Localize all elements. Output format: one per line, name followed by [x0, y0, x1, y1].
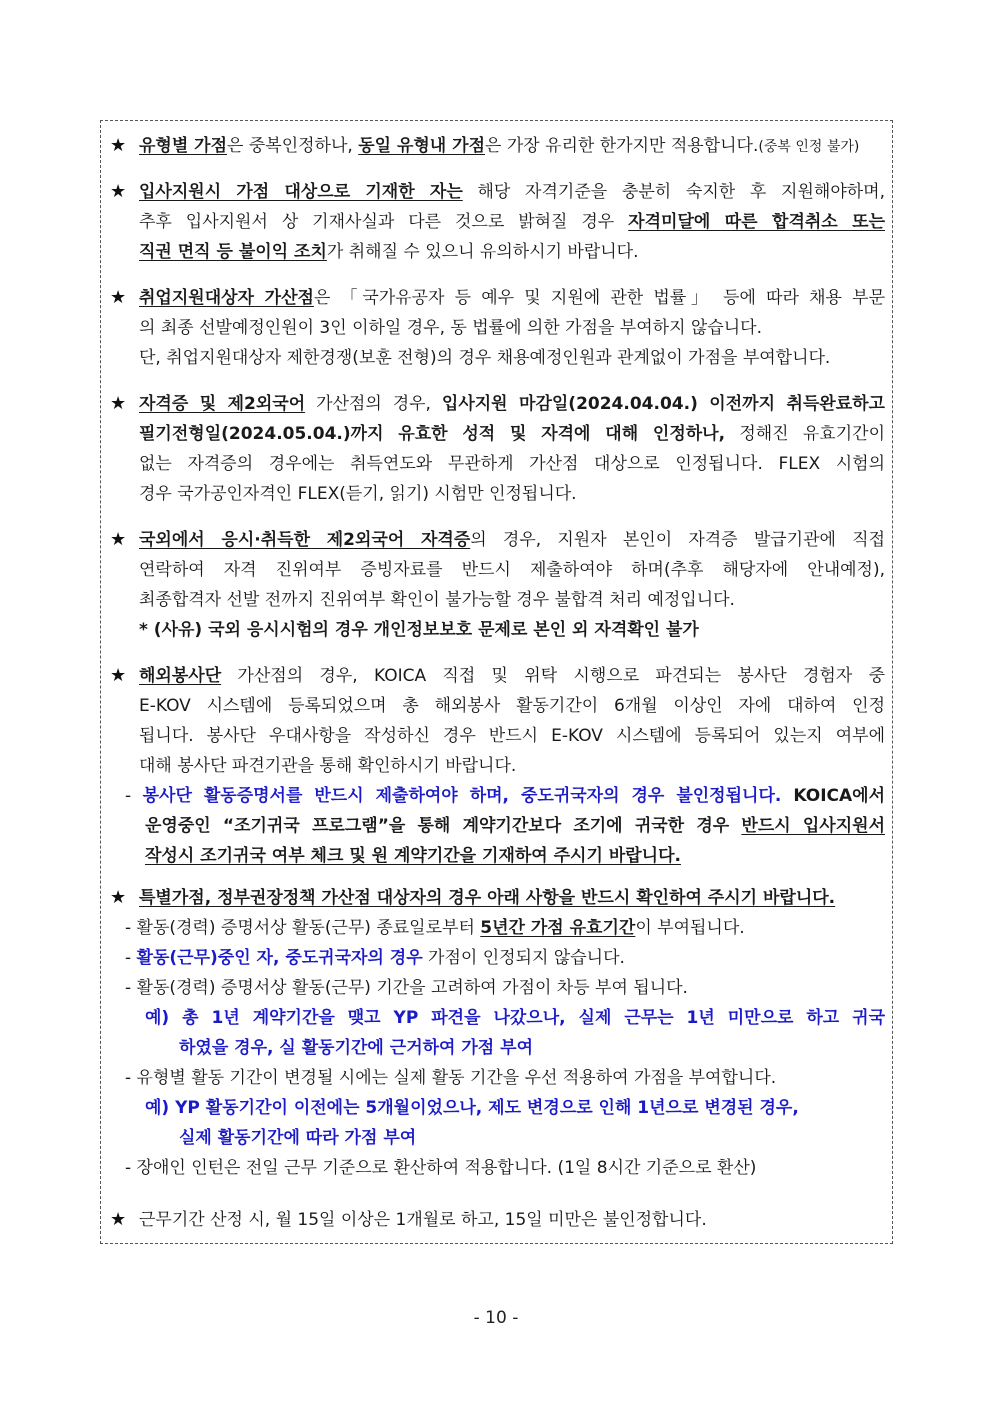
- item-6-line-1: 해외봉사단 가산점의 경우, KOICA 직접 및 위탁 시행으로 파견되는 봉사단 경험자 중: [139, 666, 885, 686]
- item-2-line-2: 추후 입사지원서 상 기재사실과 다른 것으로 밝혀질 경우 자격미달에 따른 합격취소 또는: [139, 212, 885, 232]
- page-number: - 10 -: [473, 1308, 519, 1328]
- notice-box: [100, 120, 893, 1244]
- item-7-sub-3: - 활동(경력) 증명서상 활동(근무) 기간을 고려하여 가점이 차등 부여 됩니다.: [125, 978, 688, 998]
- star-bullet-icon: ★: [110, 1209, 127, 1230]
- item-4-line-4: 경우 국가공인자격인 FLEX(듣기, 읽기) 시험만 인정됩니다.: [139, 484, 577, 504]
- item-7-example-1-line-1: 예) 총 1년 계약기간을 맺고 YP 파견을 나갔으나, 실제 근무는 1년 미만으로 하고 귀국: [145, 1008, 885, 1028]
- item-3-line-3: 단, 취업지원대상자 제한경쟁(보훈 전형)의 경우 채용예정인원과 관계없이 가점을 부여합니다.: [139, 348, 831, 368]
- item-7-sub-5: - 장애인 인턴은 전일 근무 기준으로 환산하여 적용합니다. (1일 8시간 기준으로 환산): [125, 1158, 757, 1178]
- star-bullet-icon: ★: [110, 287, 127, 308]
- item-6-sub-line-1: - 봉사단 활동증명서를 반드시 제출하여야 하며, 중도귀국자의 경우 불인정됩니다. KOICA에서: [125, 786, 885, 806]
- item-4-line-1: 자격증 및 제2외국어 가산점의 경우, 입사지원 마감일(2024.04.04.) 이전까지 취득완료하고: [139, 394, 885, 414]
- item-6-sub-line-2: 운영중인 “조기귀국 프로그램”을 통해 계약기간보다 조기에 귀국한 경우 반드시 입사지원서: [145, 816, 885, 836]
- item-5-line-1: 국외에서 응시·취득한 제2외국어 자격증의 경우, 지원자 본인이 자격증 발급기관에 직접: [139, 530, 885, 550]
- item-4-line-2: 필기전형일(2024.05.04.)까지 유효한 성적 및 자격에 대해 인정하나, 정해진 유효기간이: [139, 424, 885, 444]
- item-6-sub-line-3: 작성시 조기귀국 여부 체크 및 원 계약기간을 기재하여 주시기 바랍니다.: [145, 846, 681, 866]
- item-7-sub-1: - 활동(경력) 증명서상 활동(근무) 종료일로부터 5년간 가점 유효기간이 부여됩니다.: [125, 918, 745, 938]
- item-6-line-2: E-KOV 시스템에 등록되었으며 총 해외봉사 활동기간이 6개월 이상인 자에 대하여 인정: [139, 696, 885, 716]
- item-6-line-3: 됩니다. 봉사단 우대사항을 작성하신 경우 반드시 E-KOV 시스템에 등록되어 있는지 여부에: [139, 726, 885, 746]
- item-7-sub-4: - 유형별 활동 기간이 변경될 시에는 실제 활동 기간을 우선 적용하여 가점을 부여합니다.: [125, 1068, 777, 1088]
- item-1-line: 유형별 가점은 중복인정하나, 동일 유형내 가점은 가장 유리한 한가지만 적용합니다.(중복 인정 불가): [139, 136, 860, 156]
- star-bullet-icon: ★: [110, 135, 127, 156]
- item-7-example-2-line-2: 실제 활동기간에 따라 가점 부여: [179, 1128, 417, 1148]
- item-6-line-4: 대해 봉사단 파견기관을 통해 확인하시기 바랍니다.: [139, 756, 517, 776]
- item-2-line-1: 입사지원시 가점 대상으로 기재한 자는 해당 자격기준을 충분히 숙지한 후 지원해야하며,: [139, 182, 885, 202]
- item-7-example-2-line-1: 예) YP 활동기간이 이전에는 5개월이었으나, 제도 변경으로 인해 1년으로 변경된 경우,: [145, 1098, 799, 1118]
- item-3-line-1: 취업지원대상자 가산점은 「국가유공자 등 예우 및 지원에 관한 법률」 등에 따라 채용 부문: [139, 288, 885, 308]
- item-3-line-2: 의 최종 선발예정인원이 3인 이하일 경우, 동 법률에 의한 가점을 부여하지 않습니다.: [139, 318, 762, 338]
- item-5-note: * (사유) 국외 응시시험의 경우 개인정보보호 문제로 본인 외 자격확인 불가: [139, 620, 699, 640]
- star-bullet-icon: ★: [110, 529, 127, 550]
- star-bullet-icon: ★: [110, 393, 127, 414]
- item-7-sub-2: - 활동(근무)중인 자, 중도귀국자의 경우 가점이 인정되지 않습니다.: [125, 948, 625, 968]
- star-bullet-icon: ★: [110, 181, 127, 202]
- star-bullet-icon: ★: [110, 887, 127, 908]
- item-4-line-3: 없는 자격증의 경우에는 취득연도와 무관하게 가산점 대상으로 인정됩니다. FLEX 시험의: [139, 454, 885, 474]
- item-7-title: 특별가점, 정부권장정책 가산점 대상자의 경우 아래 사항을 반드시 확인하여 주시기 바랍니다.: [139, 888, 836, 908]
- item-8-line-1: 근무기간 산정 시, 월 15일 이상은 1개월로 하고, 15일 미만은 불인정합니다.: [139, 1210, 707, 1230]
- item-5-line-3: 최종합격자 선발 전까지 진위여부 확인이 불가능할 경우 불합격 처리 예정입니다.: [139, 590, 735, 610]
- item-2-line-3: 직권 면직 등 불이익 조치가 취해질 수 있으니 유의하시기 바랍니다.: [139, 242, 639, 262]
- item-7-example-1-line-2: 하였을 경우, 실 활동기간에 근거하여 가점 부여: [179, 1038, 533, 1058]
- star-bullet-icon: ★: [110, 665, 127, 686]
- item-5-line-2: 연락하여 자격 진위여부 증빙자료를 반드시 제출하여야 하며(추후 해당자에 안내예정),: [139, 560, 885, 580]
